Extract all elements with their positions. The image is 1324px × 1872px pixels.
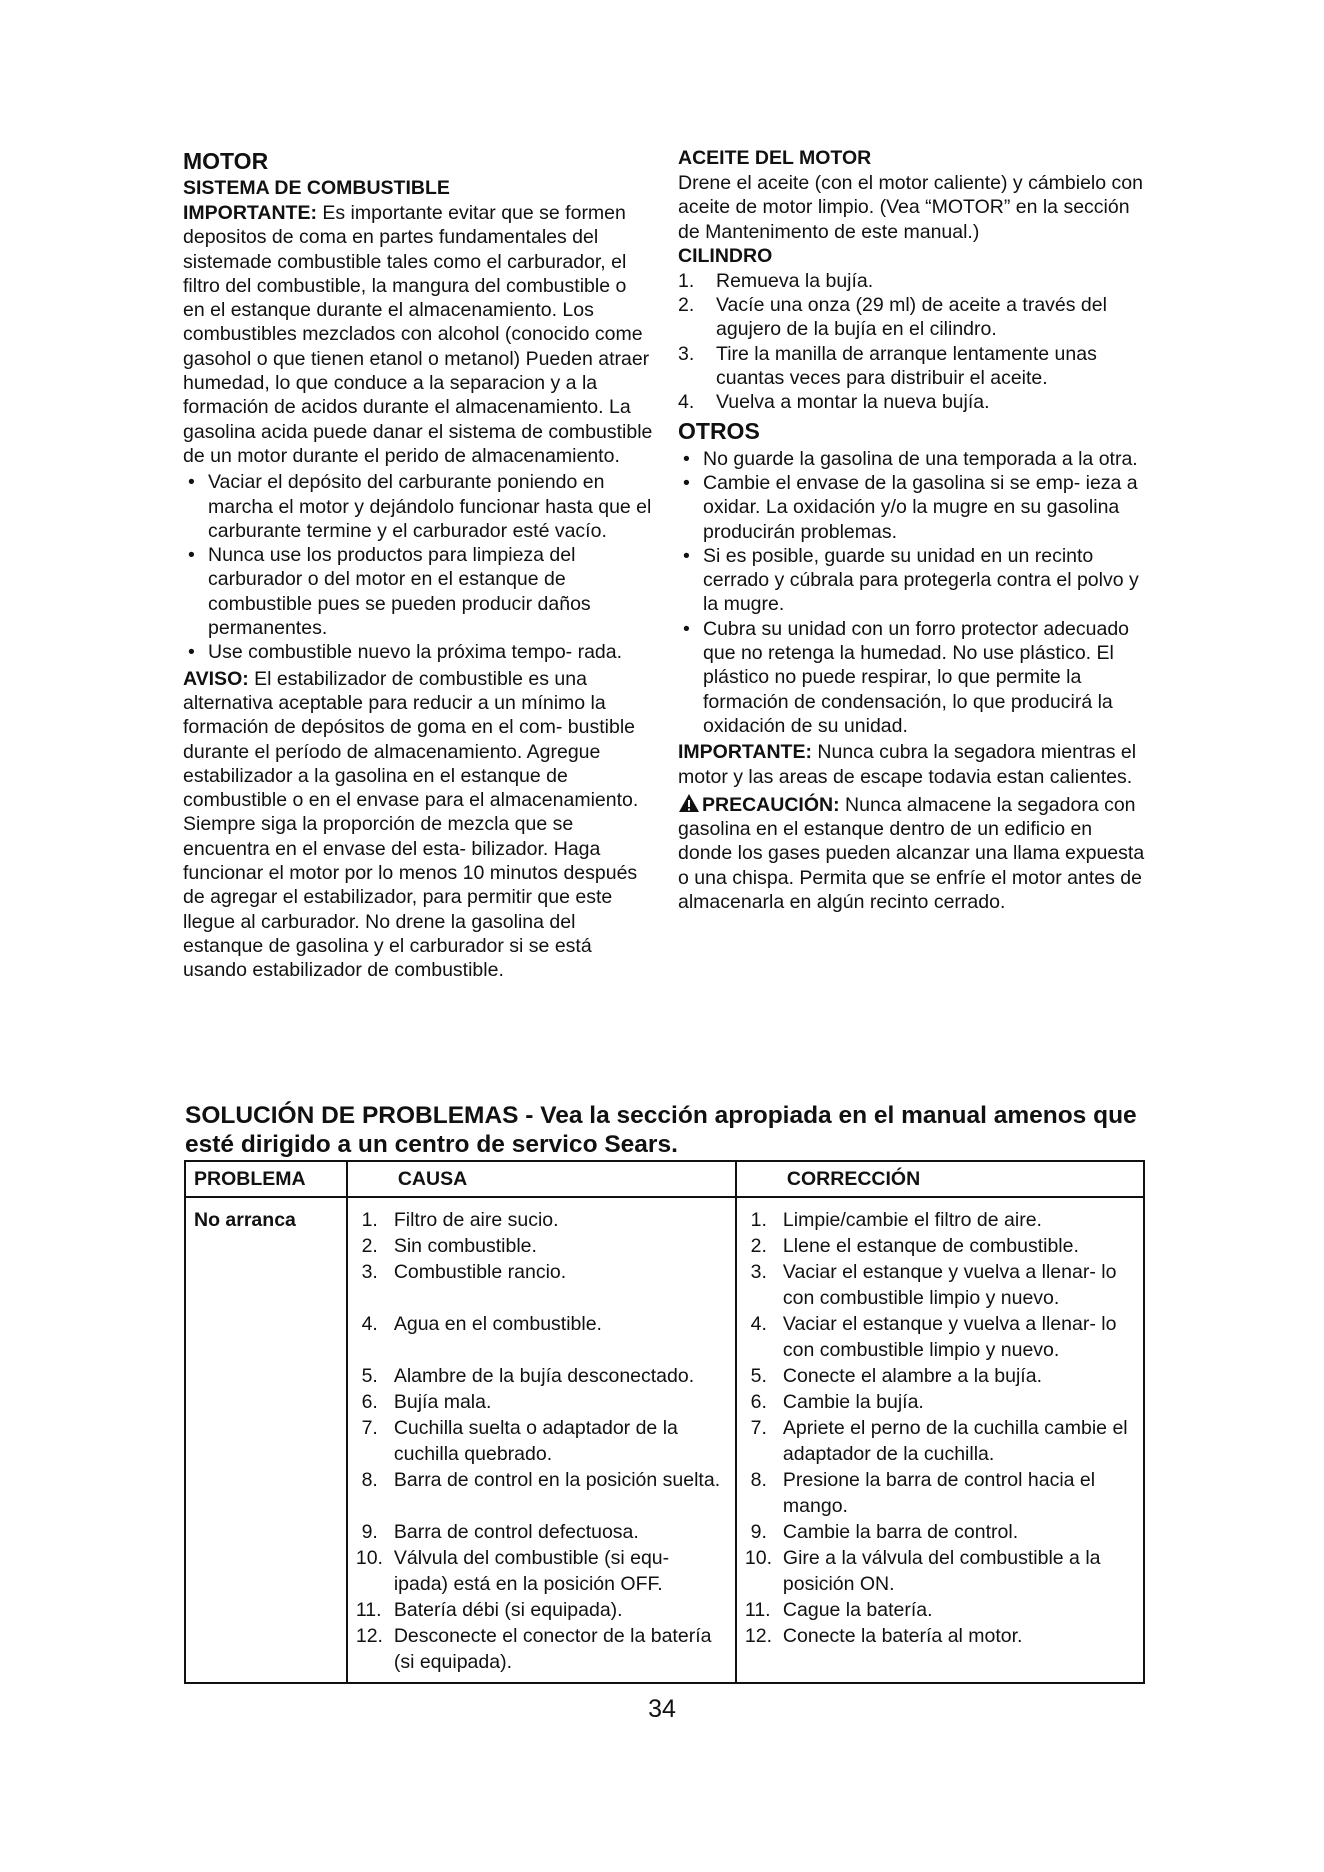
correction-item [745,1416,1135,1468]
cause-number: 2. [361,1235,378,1257]
cause-text: Desconecte el conector de la batería (si equipada). [393,1625,712,1673]
cause-number: 3. [361,1261,378,1283]
step-number: 1. [678,269,695,292]
cause-text: Alambre de la bujía desconectado. [393,1365,695,1387]
correction-item [745,1624,1135,1676]
cause-text: Filtro de aire sucio. [393,1209,559,1231]
correction-number: 5. [750,1365,767,1387]
correction-number: 4. [750,1313,767,1335]
important-label: IMPORTANTE: [183,202,317,224]
fuel-system-heading: SISTEMA DE COMBUSTIBLE [183,177,450,199]
cause-number: 10. [355,1547,383,1569]
list-item: • Vaciar el depósito del carburante poniendo en marcha el motor y dejándolo funcionar hasta que el carburante termine y el carburador esté vacío. [183,470,653,543]
cause-text: Bujía mala. [393,1391,492,1413]
step-number: 3. [678,342,695,365]
cause-number: 5. [361,1365,378,1387]
warning-triangle-icon [678,793,700,813]
right-column [678,146,1148,914]
cause-item [356,1208,727,1234]
correction-item [745,1390,1135,1416]
correction-text: Apriete el perno de la cuchilla cambie el adaptador de la cuchilla. [782,1417,1128,1465]
column-header-cause: CAUSA [347,1161,736,1197]
cylinder-heading: CILINDRO [678,244,773,267]
engine-oil-text: Drene el aceite (con el motor caliente) y cámbielo con aceite de motor limpio. (Vea “MOTOR” en la sección de Mantenimento de este manual.) [678,172,1143,243]
cause-text: Barra de control en la posición suelta. [393,1469,721,1491]
cause-text: Cuchilla suelta o adaptador de la cuchilla quebrado. [393,1417,678,1465]
list-item: • Cubra su unidad con un forro protector adecuado que no retenga la humedad. No use plástico. El plástico no puede respirar, lo que permite la formación de condensación, lo que producirá la oxidación de su unidad. [678,617,1148,738]
corrections-list [745,1208,1135,1676]
cylinder-steps [678,269,1148,415]
list-item: • Cambie el envase de la gasolina si se emp- ieza a oxidar. La oxidación y/o la mugre en su gasolina producirán problemas. [678,471,1148,544]
correction-text: Llene el estanque de combustible. [782,1235,1079,1257]
correction-item [745,1364,1135,1390]
correction-text: Cambie la barra de control. [782,1521,1019,1543]
cause-item [356,1624,727,1676]
correction-text: Limpie/cambie el filtro de aire. [782,1209,1042,1231]
table-row [185,1197,1144,1683]
column-header-problem: PROBLEMA [185,1161,347,1197]
cause-number: 9. [361,1521,378,1543]
correction-cell [736,1197,1144,1683]
correction-item [745,1234,1135,1260]
correction-number: 7. [750,1417,767,1439]
step-text: Remueva la bujía. [716,269,874,292]
step-number: 4. [678,391,695,414]
list-item: • No guarde la gasolina de una temporada a la otra. [678,447,1148,471]
correction-text: Conecte la batería al motor. [782,1625,1023,1647]
cause-item [356,1312,727,1364]
correction-text: Vaciar el estanque y vuelva a llenar- lo con combustible limpio y nuevo. [782,1261,1117,1309]
cause-text: Sin combustible. [393,1235,537,1257]
correction-number: 11. [744,1599,771,1621]
list-item [678,269,1148,293]
cause-item [356,1598,727,1624]
cause-text: Batería débi (si equipada). [393,1599,623,1621]
caution-text: Nunca almacene la segadora con gasolina en el estanque dentro de un edificio en donde los gases pueden alcanzar una llama expuesta o una chispa. Permita que se enfríe el motor antes de almacenarla en algún recinto cerrado. [678,793,1145,914]
important-label: IMPORTANTE: [678,741,812,764]
correction-number: 8. [750,1469,767,1491]
cause-item [356,1468,727,1520]
correction-item [745,1312,1135,1364]
engine-oil-heading: ACEITE DEL MOTOR [678,147,872,169]
correction-item [745,1520,1135,1546]
step-text: Tire la manilla de arranque lentamente unas cuantas veces para distribuir el aceite. [716,342,1097,390]
correction-text: Presione la barra de control hacia el mango. [782,1469,1096,1517]
list-item: • Nunca use los productos para limpieza del carburador o del motor en el estanque de combustible pues se pueden producir daños permanentes. [183,543,653,640]
correction-number: 3. [750,1261,767,1283]
correction-item [745,1208,1135,1234]
cause-text: Combustible rancio. [393,1261,567,1283]
fuel-important-paragraph [183,201,653,468]
important-text: Es importante evitar que se formen depositos de coma en partes fundamentales del sistemade combustible tales como el carburador, el filtro del combustible, la mangura del combustible o en el estanque durante el almacenamiento. Los combustibles mezclados con alcohol (conocido come gasohol o que tienen etanol o metanol) Pueden atraer humedad, lo que conduce a la separacion y a la formación de acidos durante el almacenamiento. La gasolina acida puede danar el sistema de combustible de un motor durante el perido de almacenamiento. [183,202,653,467]
causes-list [356,1208,727,1676]
cause-item [356,1260,727,1312]
cause-number: 12. [355,1625,383,1647]
cause-item [356,1234,727,1260]
left-column [183,146,653,983]
correction-text: Vaciar el estanque y vuelva a llenar- lo con combustible limpio y nuevo. [782,1313,1117,1361]
step-text: Vuelva a montar la nueva bujía. [716,391,990,414]
correction-item [745,1546,1135,1598]
correction-number: 9. [750,1521,767,1543]
notice-text: El estabilizador de combustible es una alternativa aceptable para reducir a un mínimo la formación de depósitos de goma en el com- bustible durante el período de almacenamiento. Agregue estabilizador a la gasolina en el estanque de combustible o en el envase para el almacenamiento. Siempre siga la proporción de mezcla que se encuentra en el envase del esta- bilizador. Haga funcionar el motor por lo menos 10 minutos después de agregar el estabilizador, para permitir que este llegue al carburador. No drene la gasolina del estanque de gasolina y el carburador si se está usando estabilizador de combustible. [183,667,639,982]
cause-text: Agua en el combustible. [393,1313,602,1335]
list-item [678,342,1148,391]
problem-cell: No arranca [185,1197,347,1683]
caution-label: PRECAUCIÓN: [702,793,840,816]
cause-text: Válvula del combustible (si equ- ipada) está en la posición OFF. [393,1547,670,1595]
list-item: • Use combustible nuevo la próxima tempo- rada. [183,640,653,664]
table-header-row [185,1161,1144,1197]
cause-number: 8. [361,1469,378,1491]
cause-number: 1. [361,1209,378,1231]
cause-number: 11. [355,1599,382,1621]
fuel-bullet-list [183,470,653,664]
cause-text: Barra de control defectuosa. [393,1521,639,1543]
correction-number: 12. [744,1625,773,1647]
troubleshooting-table [184,1160,1145,1684]
list-item [678,390,1148,414]
motor-heading: MOTOR [183,148,269,174]
caution-paragraph [678,793,1148,914]
correction-number: 1. [750,1209,767,1231]
correction-number: 10. [744,1547,773,1569]
correction-text: Cambie la bujía. [782,1391,924,1413]
cause-item [356,1546,727,1598]
correction-item [745,1468,1135,1520]
step-number: 2. [678,294,695,317]
notice-paragraph [183,667,653,983]
correction-item [745,1598,1135,1624]
important-text: Nunca cubra la segadora mientras el motor y las areas de escape todavia estan calientes. [678,741,1137,788]
cause-number: 7. [361,1417,378,1439]
others-heading: OTROS [678,417,760,444]
notice-label: AVISO: [183,667,249,690]
column-header-correction: CORRECCIÓN [736,1161,1144,1197]
correction-text: Gire a la válvula del combustible a la posición ON. [782,1547,1101,1595]
others-important-paragraph [678,740,1148,789]
correction-number: 6. [750,1391,767,1413]
list-item [678,293,1148,342]
cause-item [356,1390,727,1416]
list-item: • Si es posible, guarde su unidad en un recinto cerrado y cúbrala para protegerla contra el polvo y la mugre. [678,544,1148,617]
correction-text: Cague la batería. [782,1599,933,1621]
troubleshooting-heading: SOLUCIÓN DE PROBLEMAS - Vea la sección apropiada en el manual amenos que esté dirigido a un centro de servico Sears. [185,1102,1137,1158]
others-bullet-list [678,447,1148,739]
cause-number: 6. [361,1391,378,1413]
cause-number: 4. [361,1313,378,1335]
cause-item [356,1364,727,1390]
cause-item [356,1416,727,1468]
correction-item [745,1260,1135,1312]
cause-cell [347,1197,736,1683]
correction-text: Conecte el alambre a la bujía. [782,1365,1042,1387]
cause-item [356,1520,727,1546]
page-number: 34 [648,1695,676,1723]
correction-number: 2. [750,1235,767,1257]
step-text: Vacíe una onza (29 ml) de aceite a través del agujero de la bujía en el cilindro. [716,294,1107,341]
